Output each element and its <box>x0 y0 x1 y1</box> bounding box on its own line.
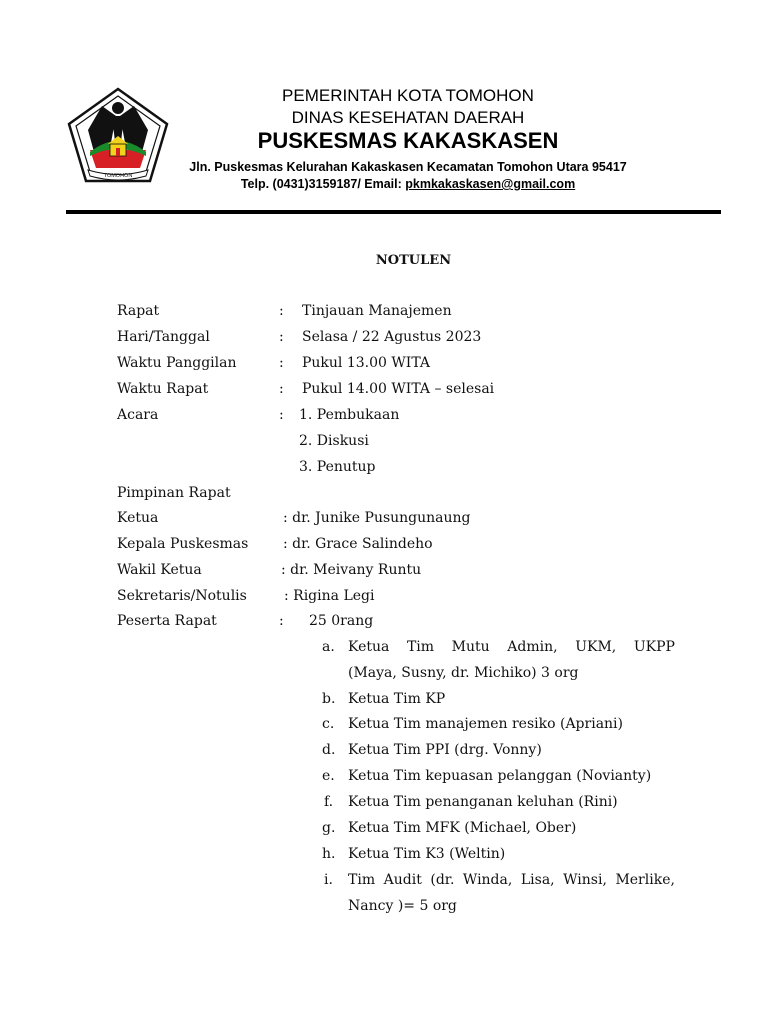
header-divider <box>66 210 721 214</box>
word: Ketua <box>348 639 390 655</box>
pimpinan-value-ketua: : dr. Junike Pusungunaung <box>283 510 471 526</box>
field-label-waktu-rapat: Waktu Rapat <box>117 381 209 397</box>
word: Mutu <box>451 639 490 655</box>
field-colon-hari-tanggal: : <box>279 329 284 345</box>
field-value-waktu-rapat: Pukul 14.00 WITA – selesai <box>302 381 495 397</box>
pimpinan-label-wakil: Wakil Ketua <box>117 562 202 578</box>
field-label-acara: Acara <box>117 407 159 423</box>
pimpinan-value-sekretaris: : Rigina Legi <box>284 588 375 604</box>
field-value-hari-tanggal: Selasa / 22 Agustus 2023 <box>302 329 482 345</box>
word: UKM, <box>575 639 617 655</box>
header-address: Jln. Puskesmas Kelurahan Kakaskasen Kecamatan Tomohon Utara 95417 <box>189 160 627 174</box>
peserta-item: Ketua Tim PPI (drg. Vonny) <box>348 742 542 758</box>
peserta-marker: i. <box>324 872 333 888</box>
word: Merlike, <box>615 872 675 888</box>
field-label-rapat: Rapat <box>117 303 160 319</box>
header-contact-prefix: Telp. (0431)3159187/ Email: <box>240 177 406 191</box>
logo-text: TOMOHON <box>103 173 133 179</box>
peserta-item: Ketua Tim penanganan keluhan (Rini) <box>348 794 618 810</box>
peserta-item: Ketua Tim kepuasan pelanggan (Novianty) <box>348 768 652 784</box>
peserta-item-justified <box>348 639 675 655</box>
word: Tim <box>348 872 376 888</box>
word: Lisa, <box>520 872 555 888</box>
header-email: pkmkakaskasen@gmail.com <box>405 177 576 191</box>
peserta-item-continuation: Nancy )= 5 org <box>348 898 457 914</box>
field-colon-acara: : <box>279 407 284 423</box>
peserta-marker: f. <box>324 794 334 810</box>
pimpinan-label-kepala: Kepala Puskesmas <box>117 536 249 552</box>
peserta-label: Peserta Rapat <box>117 613 217 629</box>
peserta-item-continuation: (Maya, Susny, dr. Michiko) 3 org <box>348 665 579 681</box>
header-government: PEMERINTAH KOTA TOMOHON <box>282 86 534 105</box>
word: Tim <box>406 639 435 655</box>
field-label-hari-tanggal: Hari/Tanggal <box>117 329 210 345</box>
peserta-item: Ketua Tim manajemen resiko (Apriani) <box>348 716 623 732</box>
peserta-marker: h. <box>322 846 336 862</box>
pimpinan-label-ketua: Ketua <box>117 510 159 526</box>
field-value-waktu-panggilan: Pukul 13.00 WITA <box>302 355 430 371</box>
word: Audit <box>383 872 422 888</box>
peserta-count: 25 0rang <box>309 613 374 629</box>
header-institution: PUSKESMAS KAKASKASEN <box>257 128 559 153</box>
field-label-waktu-panggilan: Waktu Panggilan <box>117 355 237 371</box>
word: (dr. <box>430 872 455 888</box>
peserta-marker: g. <box>322 820 336 836</box>
puskesmas-logo <box>66 86 170 184</box>
peserta-marker: a. <box>322 639 335 655</box>
document-title: NOTULEN <box>375 253 452 268</box>
header-department: DINAS KESEHATAN DAERAH <box>291 108 525 127</box>
pimpinan-heading: Pimpinan Rapat <box>117 485 231 501</box>
agenda-item: 2. Diskusi <box>299 433 369 449</box>
peserta-colon: : <box>279 613 284 629</box>
word: UKPP <box>633 639 675 655</box>
field-value-rapat: Tinjauan Manajemen <box>302 303 452 319</box>
peserta-item: Ketua Tim KP <box>348 691 446 707</box>
field-colon-waktu-rapat: : <box>279 381 284 397</box>
peserta-marker: d. <box>322 742 336 758</box>
header-contact <box>170 177 646 191</box>
peserta-item: Ketua Tim MFK (Michael, Ober) <box>348 820 577 836</box>
pimpinan-value-wakil: : dr. Meivany Runtu <box>281 562 422 578</box>
word: Admin, <box>507 639 558 655</box>
peserta-marker: b. <box>322 691 336 707</box>
pimpinan-value-kepala: : dr. Grace Salindeho <box>283 536 433 552</box>
peserta-item: Ketua Tim K3 (Weltin) <box>348 846 506 862</box>
word: Winda, <box>462 872 513 888</box>
field-colon-waktu-panggilan: : <box>279 355 284 371</box>
word: Winsi, <box>563 872 607 888</box>
peserta-marker: c. <box>322 716 335 732</box>
agenda-item: 3. Penutup <box>299 459 376 475</box>
field-colon-rapat: : <box>279 303 284 319</box>
peserta-item-justified <box>348 872 675 888</box>
pimpinan-label-sekretaris: Sekretaris/Notulis <box>117 588 247 604</box>
peserta-marker: e. <box>322 768 335 784</box>
agenda-item: 1. Pembukaan <box>299 407 400 423</box>
